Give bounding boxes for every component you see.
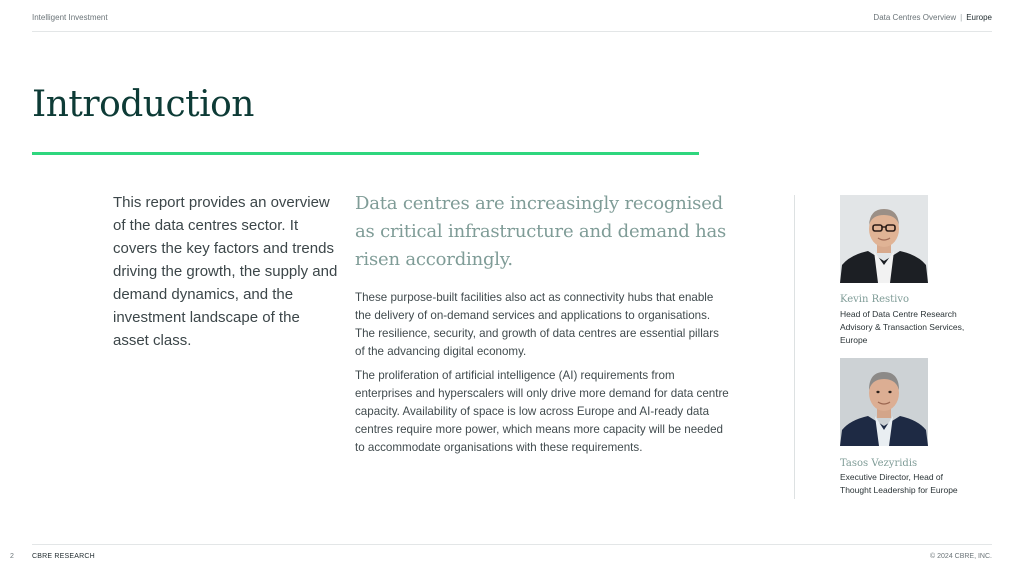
page-number: 2	[10, 553, 14, 560]
headline: Data centres are increasingly recognised as critical infrastructure and demand has risen accordingly.	[355, 193, 727, 270]
body-paragraph-1: These purpose-built facilities also act as connectivity hubs that enable the delivery of on-demand services and applications to organisations. The resilience, security, and growth of data centres are essential pillars of the advancing digital economy.	[355, 291, 719, 358]
header-section-title: Data Centres Overview	[873, 13, 957, 22]
header-separator: |	[960, 13, 963, 22]
author-photo-tasos-vezyridis	[840, 358, 928, 446]
footer-divider	[32, 544, 992, 545]
footer-brand: CBRE RESEARCH	[32, 553, 95, 560]
title-accent-rule	[32, 152, 699, 155]
header-divider	[32, 31, 992, 32]
author-name-2: Tasos Vezyridis	[840, 458, 918, 469]
author-role-1: Head of Data Centre Research Advisory & Transaction Services, Europe	[840, 309, 965, 345]
header-region: Europe	[966, 13, 992, 22]
author-photo-kevin-restivo	[840, 195, 928, 283]
column-divider	[794, 195, 795, 499]
body-paragraph-2: The proliferation of artificial intelligence (AI) requirements from enterprises and hyperscalers will only drive more demand for data centre capacity. Availability of space is low across Europe and AI-ready data centres require more power, which means more capacity will be needed to accommodate organisations with these requirements.	[355, 369, 729, 454]
footer-copyright: © 2024 CBRE, INC.	[930, 553, 992, 560]
header-section	[873, 13, 992, 22]
intro-text: This report provides an overview of the data centres sector. It covers the key factors and trends driving the growth, the supply and demand dynamics, and the investment landscape of the asset class.	[113, 194, 338, 349]
header-publication: Intelligent Investment	[32, 13, 108, 22]
author-role-2: Executive Director, Head of Thought Leadership for Europe	[840, 472, 958, 495]
page-title: Introduction	[32, 84, 254, 125]
author-name-1: Kevin Restivo	[840, 294, 910, 305]
